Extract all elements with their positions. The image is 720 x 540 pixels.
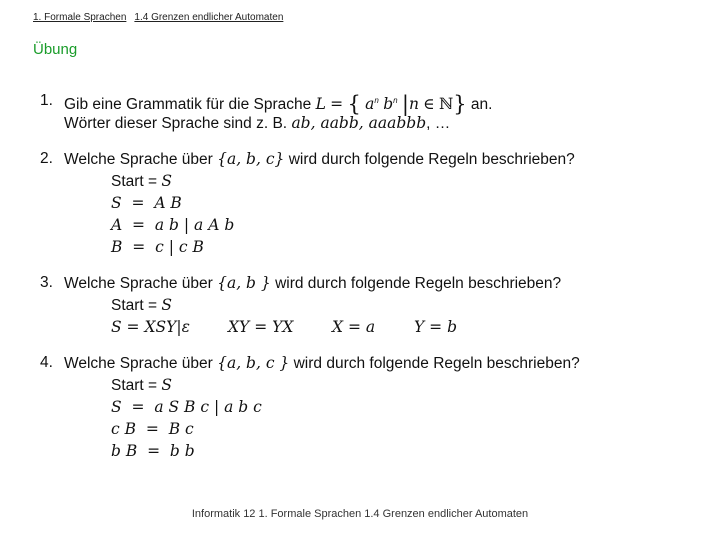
example-ellipsis: , …	[426, 115, 451, 132]
exercise-question-text: Welche Sprache über	[64, 275, 213, 292]
alphabet: {a, b }	[217, 274, 271, 292]
math-brace-open: {	[347, 92, 361, 116]
grammar-rule: b B = b b	[111, 442, 195, 460]
exercise-4	[40, 352, 700, 462]
grammar-rule: c B = B c	[111, 420, 194, 438]
page-title: Übung	[33, 41, 78, 58]
grammar-rule: S = a S B c | a b c	[111, 398, 262, 416]
grammar-rule: Y = b	[414, 318, 457, 336]
exercise-1	[40, 90, 700, 134]
exercise-3	[40, 272, 700, 338]
math-equals: =	[330, 95, 344, 113]
math-n: n	[408, 95, 419, 113]
math-bar: |	[401, 92, 409, 116]
grammar-rule: S = XSY|ε	[111, 318, 190, 336]
math-exponent-n: n	[393, 96, 398, 105]
exercise-question-text: Welche Sprache über	[64, 355, 213, 372]
grammar-rule: A = a b | a A b	[111, 216, 235, 234]
start-symbol: S	[161, 296, 173, 314]
exercise-question-text-end: wird durch folgende Regeln beschrieben?	[275, 275, 562, 292]
exercise-example-label: Wörter dieser Sprache sind z. B.	[64, 115, 288, 132]
page-footer: Informatik 12 1. Formale Sprachen 1.4 Grenzen endlicher Automaten	[191, 508, 529, 520]
grammar-rule: XY = YX	[228, 318, 294, 336]
math-a: a	[365, 95, 375, 113]
exercise-number: 4.	[40, 354, 53, 371]
exercise-4-question	[40, 352, 700, 374]
start-symbol: S	[161, 172, 173, 190]
exercise-question-text-end: wird durch folgende Regeln beschrieben?	[293, 355, 580, 372]
grammar-rule: B = c | c B	[111, 238, 204, 256]
breadcrumb-link-section[interactable]: 1.4 Grenzen endlicher Automaten	[134, 12, 284, 23]
exercise-number: 1.	[40, 92, 53, 109]
alphabet: {a, b, c}	[217, 150, 285, 168]
math-element-of: ∈	[423, 95, 435, 113]
exercise-1-line-2	[40, 112, 700, 134]
start-rule	[40, 374, 700, 396]
math-b: b	[383, 95, 394, 113]
alphabet: {a, b, c }	[217, 354, 290, 372]
start-rule	[40, 170, 700, 192]
start-label: Start =	[111, 377, 158, 394]
exercise-3-question	[40, 272, 700, 294]
start-label: Start =	[111, 297, 158, 314]
grammar-rules-row	[40, 316, 700, 338]
exercise-1-line-1	[40, 90, 700, 116]
math-exponent-n: n	[374, 96, 379, 105]
exercise-2-question	[40, 148, 700, 170]
start-symbol: S	[161, 376, 173, 394]
breadcrumb	[33, 12, 283, 23]
start-rule	[40, 294, 700, 316]
exercise-question-text-end: an.	[470, 96, 493, 113]
exercise-number: 3.	[40, 274, 53, 291]
exercise-question-text: Welche Sprache über	[64, 151, 213, 168]
exercise-2	[40, 148, 700, 258]
math-brace-close: }	[453, 92, 467, 116]
grammar-rule: X = a	[332, 318, 376, 336]
exercise-number: 2.	[40, 150, 53, 167]
example-words: ab, aabb, aaabbb	[291, 114, 427, 132]
math-symbol-L: L	[315, 95, 326, 113]
exercise-question-text-end: wird durch folgende Regeln beschrieben?	[288, 151, 575, 168]
exercise-list	[40, 90, 700, 476]
start-label: Start =	[111, 173, 158, 190]
math-naturals: ℕ	[439, 95, 454, 113]
breadcrumb-link-chapter[interactable]: 1. Formale Sprachen	[33, 12, 127, 23]
exercise-question-text: Gib eine Grammatik für die Sprache	[64, 96, 312, 113]
grammar-rule: S = A B	[111, 194, 182, 212]
